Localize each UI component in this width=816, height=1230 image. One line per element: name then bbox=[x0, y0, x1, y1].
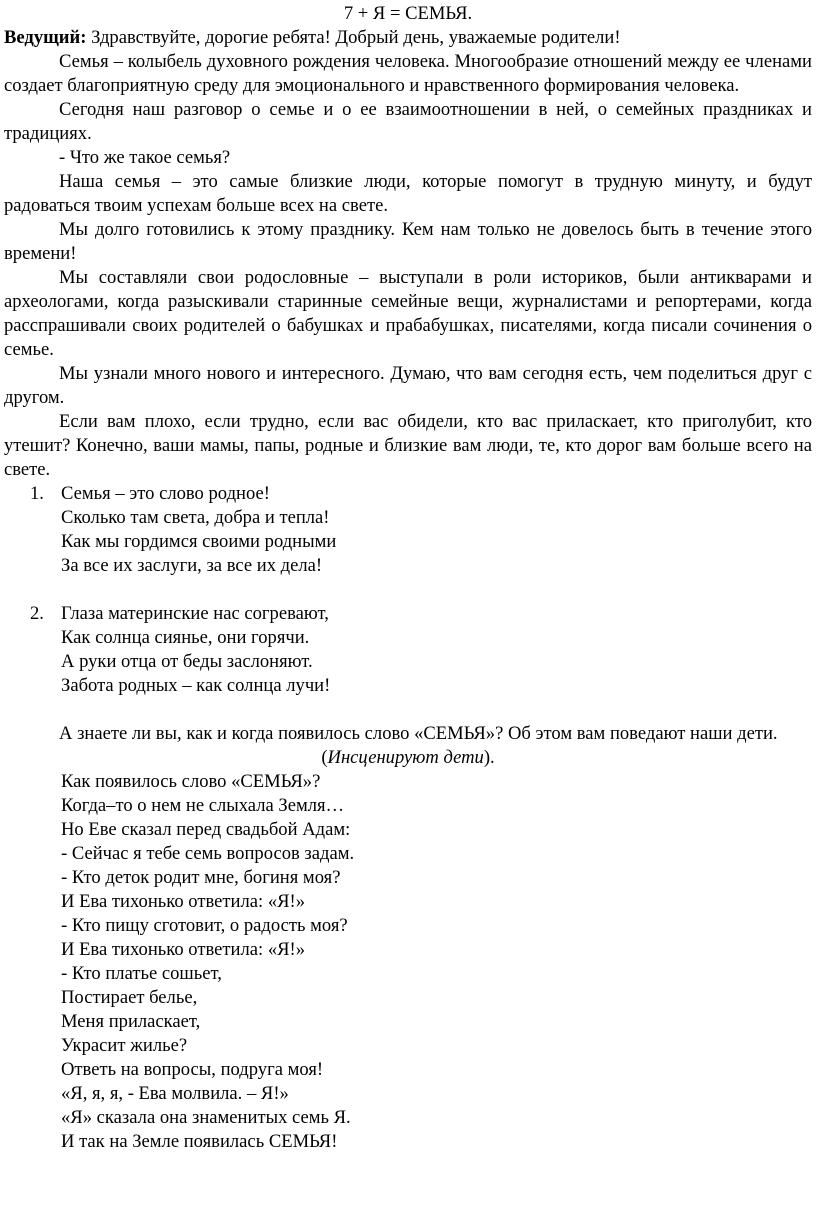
stanza-number: 2. bbox=[30, 603, 44, 624]
verse-line: - Кто платье сошьет, bbox=[61, 963, 222, 984]
intro-line bbox=[4, 26, 812, 50]
paragraph: - Что же такое семья? bbox=[59, 147, 231, 168]
greeting-text: Здравствуйте, дорогие ребята! Добрый день, уважаемые родители! bbox=[86, 27, 621, 48]
speaker-label: Ведущий: bbox=[4, 27, 87, 48]
verse-line: - Сейчас я тебе семь вопросов задам. bbox=[61, 843, 355, 864]
verse-line: - Кто пищу сготовит, о радость моя? bbox=[61, 915, 348, 936]
stage-direction-close: ). bbox=[483, 747, 495, 768]
stanza-number: 1. bbox=[30, 483, 44, 504]
verse-line: Когда–то о нем не слыхала Земля… bbox=[61, 795, 345, 816]
poem-line: За все их заслуги, за все их дела! bbox=[61, 555, 323, 576]
verse-line: И так на Земле появилась СЕМЬЯ! bbox=[61, 1131, 338, 1152]
paragraph: Наша семья – это самые близкие люди, которые помогут в трудную минуту, и будут радоваться твоим успехам больше всех на свете. bbox=[4, 171, 812, 216]
poem-line: А руки отца от беды заслоняют. bbox=[61, 651, 313, 672]
verse-line: И Ева тихонько ответила: «Я!» bbox=[61, 939, 306, 960]
poem-line: Как солнца сиянье, они горячи. bbox=[61, 627, 310, 648]
verse-line: «Я» сказала она знаменитых семь Я. bbox=[61, 1107, 351, 1128]
verse-line: И Ева тихонько ответила: «Я!» bbox=[61, 891, 306, 912]
paragraph: Мы составляли свои родословные – выступали в роли историков, были антикварами и археологами, когда разыскивали старинные семейные вещи, журналистами и репортерами, когда расспрашивали своих родителей о бабушках и прабабушках, писателями, когда писали сочинения о семье. bbox=[4, 267, 812, 360]
paragraph: Сегодня наш разговор о семье и о ее взаимоотношении в ней, о семейных праздниках и традициях. bbox=[4, 99, 812, 144]
poem-list bbox=[4, 482, 812, 698]
verse-line: Но Еве сказал перед свадьбой Адам: bbox=[61, 819, 351, 840]
verse-line: - Кто деток родит мне, богиня моя? bbox=[61, 867, 341, 888]
paragraph: Если вам плохо, если трудно, если вас обидели, кто вас приласкает, кто приголубит, кто утешит? Конечно, ваши мамы, папы, родные и близкие вам люди, те, кто дорог вам больше всего на свете. bbox=[4, 411, 812, 480]
section-gap bbox=[4, 698, 812, 722]
poem-line: Семья – это слово родное! bbox=[61, 483, 270, 504]
document-title: 7 + Я = СЕМЬЯ. bbox=[343, 3, 473, 24]
stanza-gap bbox=[4, 578, 812, 602]
stage-direction-open: ( bbox=[321, 747, 328, 768]
verse-line: «Я, я, я, - Ева молвила. – Я!» bbox=[61, 1083, 289, 1104]
poem-line: Глаза материнские нас согревают, bbox=[61, 603, 329, 624]
stage-direction bbox=[4, 746, 812, 770]
poem-line: Сколько там света, добра и тепла! bbox=[61, 507, 330, 528]
paragraph: Мы долго готовились к этому празднику. Кем нам только не довелось быть в течение этого времени! bbox=[4, 219, 812, 264]
verse-line: Постирает белье, bbox=[61, 987, 198, 1008]
verse-line: Меня приласкает, bbox=[61, 1011, 201, 1032]
verse-line: Ответь на вопросы, подруга моя! bbox=[61, 1059, 324, 1080]
verse-block bbox=[4, 770, 812, 1154]
poem-stanza bbox=[4, 602, 812, 698]
poem-line: Забота родных – как солнца лучи! bbox=[61, 675, 331, 696]
question-paragraph: А знаете ли вы, как и когда появилось слово «СЕМЬЯ»? Об этом вам поведают наши дети. bbox=[59, 723, 778, 744]
stage-direction-text: Инсценируют дети bbox=[327, 747, 484, 768]
verse-line: Украсит жилье? bbox=[61, 1035, 188, 1056]
paragraph: Мы узнали много нового и интересного. Думаю, что вам сегодня есть, чем поделиться друг с другом. bbox=[4, 363, 812, 408]
paragraph: Семья – колыбель духовного рождения человека. Многообразие отношений между ее членами создает благоприятную среду для эмоционального и нравственного формирования человека. bbox=[4, 51, 812, 96]
verse-line: Как появилось слово «СЕМЬЯ»? bbox=[61, 771, 321, 792]
poem-stanza bbox=[4, 482, 812, 578]
poem-line: Как мы гордимся своими родными bbox=[61, 531, 337, 552]
